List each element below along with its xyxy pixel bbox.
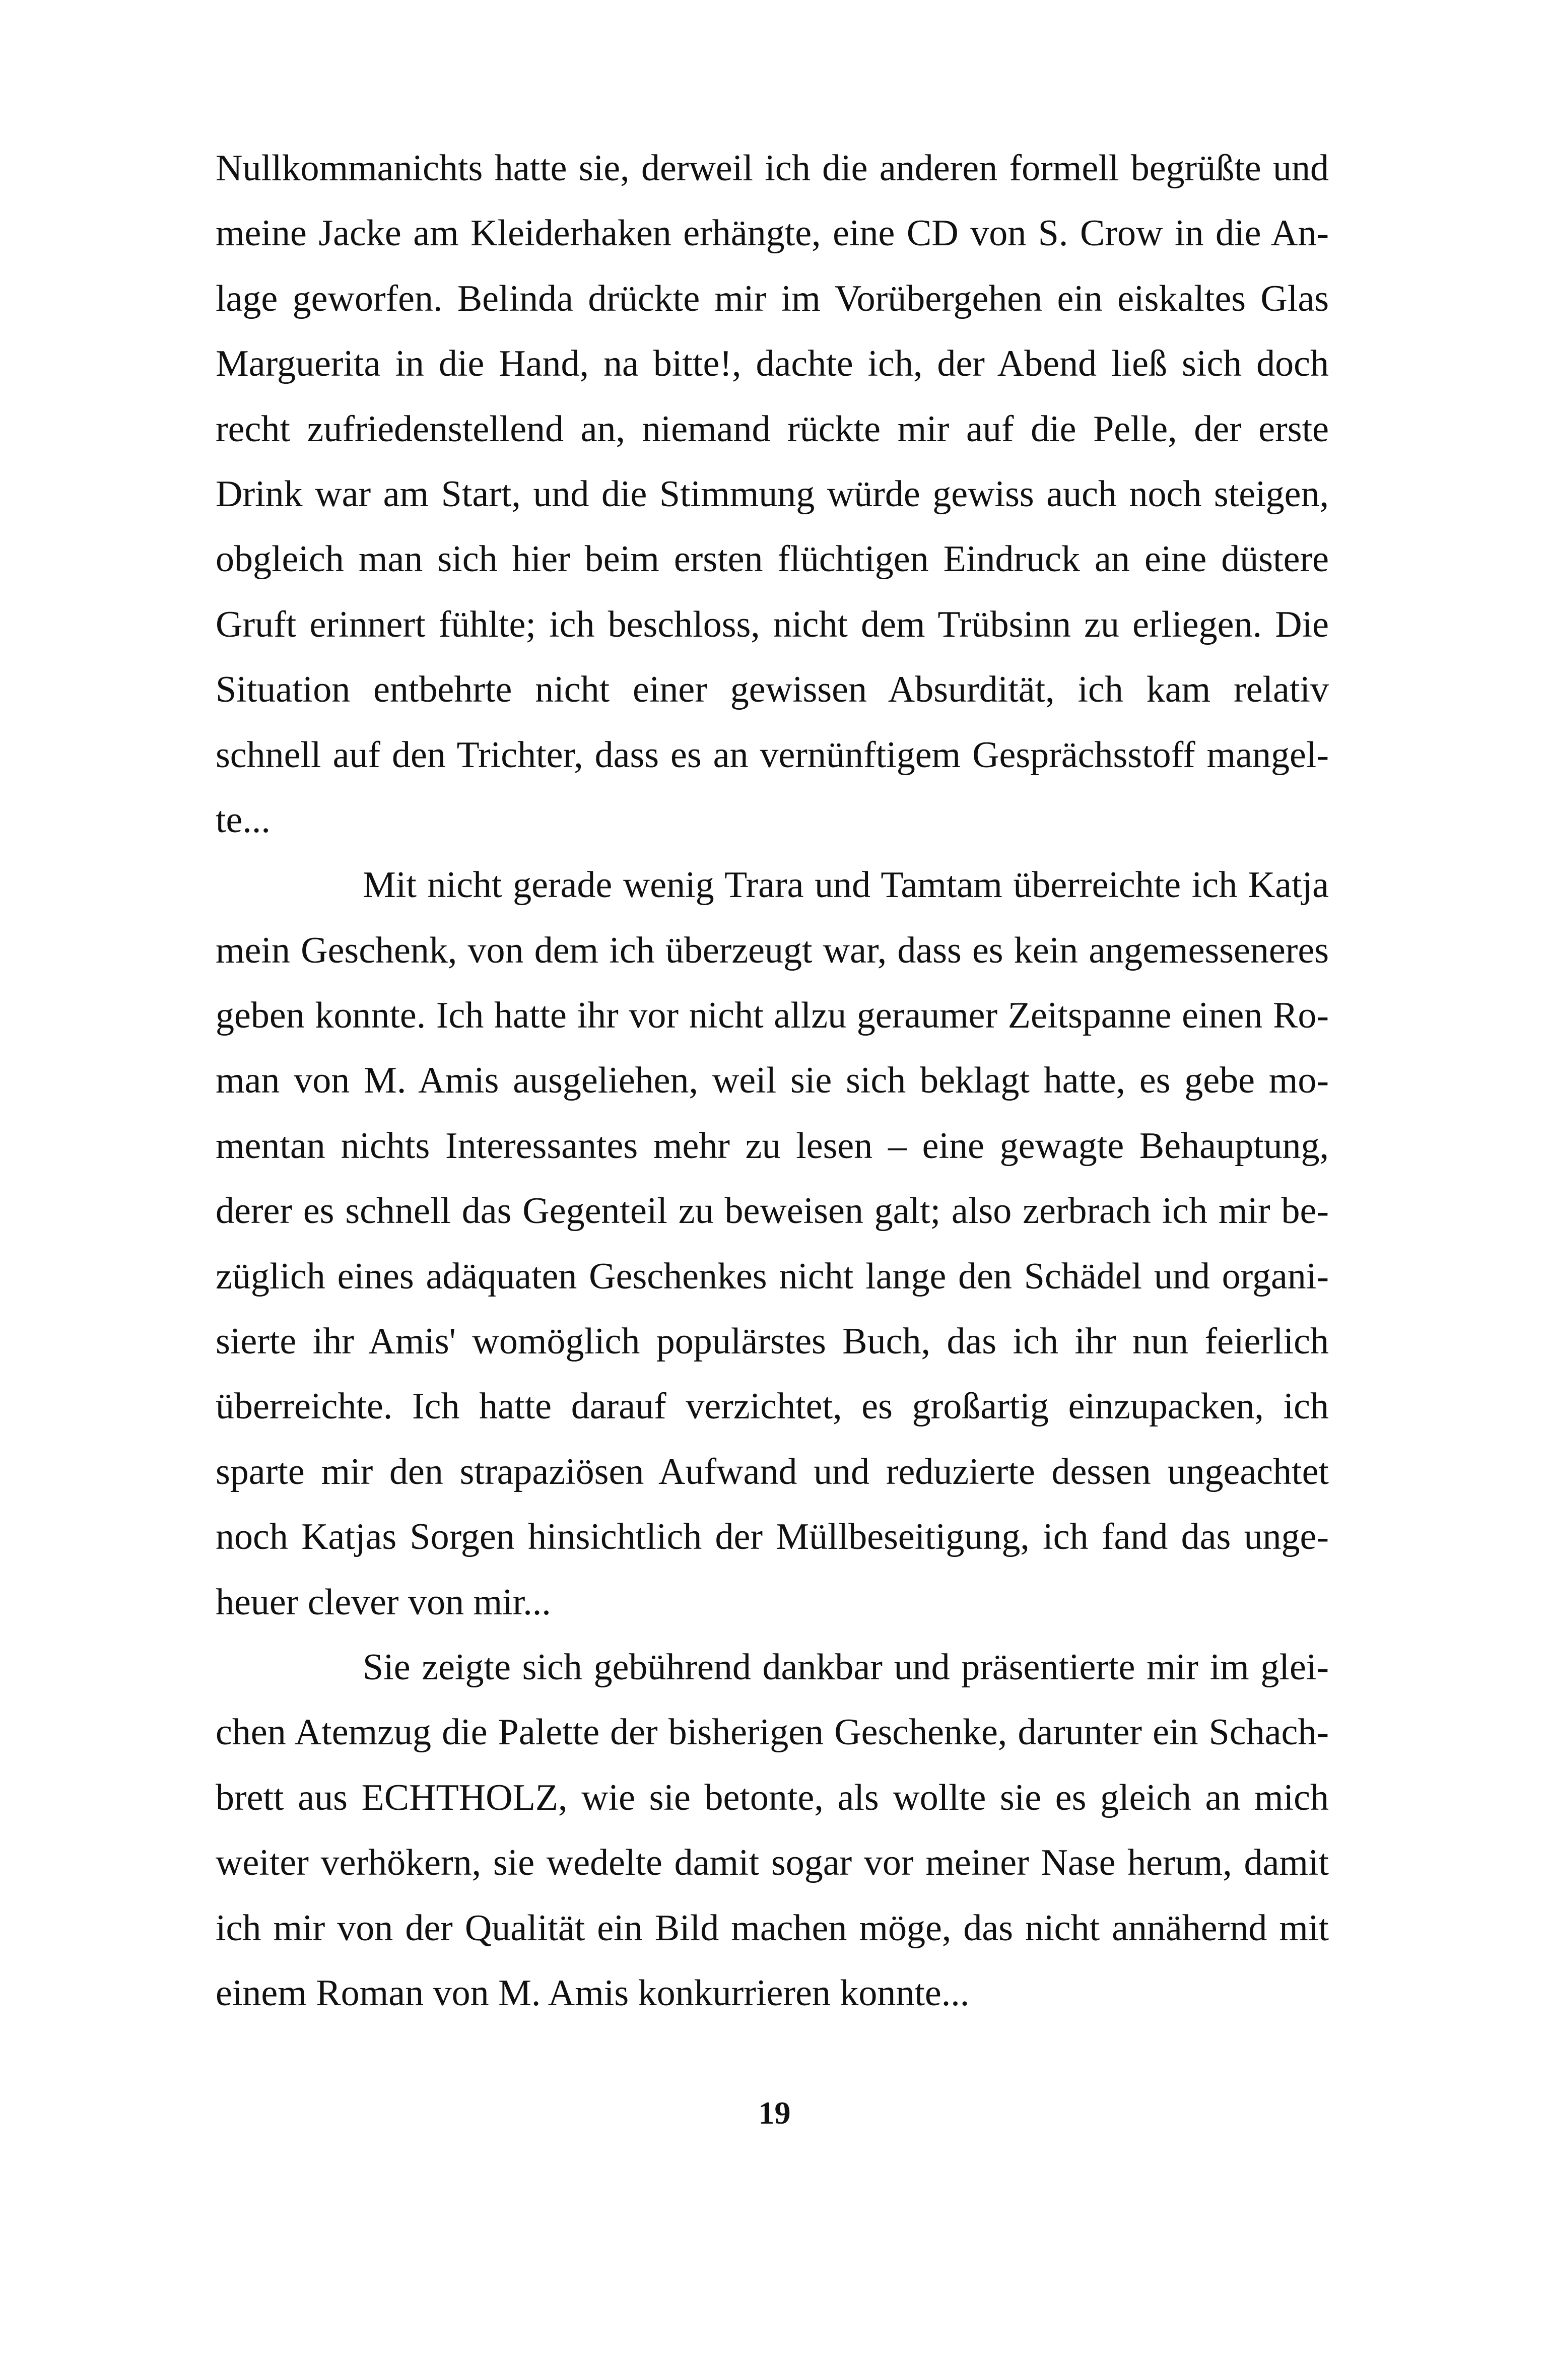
text-line: noch Katjas Sorgen hinsichtlich der Müllbeseitigung, ich fand das unge-	[216, 1516, 1329, 1558]
paragraph	[216, 1635, 1329, 2026]
text-line: Drink war am Start, und die Stimmung würde gewiss auch noch steigen,	[216, 473, 1329, 515]
text-line: züglich eines adäquaten Geschenkes nicht lange den Schädel und organi-	[216, 1255, 1329, 1297]
text-line: überreichte. Ich hatte darauf verzichtet, es großartig einzupacken, ich	[216, 1386, 1329, 1427]
text-line: Mit nicht gerade wenig Trara und Tamtam überreichte ich Katja	[363, 864, 1329, 906]
text-line: brett aus ECHTHOLZ, wie sie betonte, als wollte sie es gleich an mich	[216, 1777, 1329, 1818]
text-line: geben konnte. Ich hatte ihr vor nicht allzu geraumer Zeitspanne einen Ro-	[216, 995, 1329, 1037]
text-line: Gruft erinnert fühlte; ich beschloss, nicht dem Trübsinn zu erliegen. Die	[216, 603, 1329, 645]
text-line: ich mir von der Qualität ein Bild machen möge, das nicht annähernd mit	[216, 1907, 1329, 1949]
text-line: weiter verhökern, sie wedelte damit sogar vor meiner Nase herum, damit	[216, 1842, 1329, 1884]
text-line: derer es schnell das Gegenteil zu beweisen galt; also zerbrach ich mir be-	[216, 1190, 1329, 1232]
paragraph	[216, 136, 1329, 853]
text-line: Situation entbehrte nicht einer gewissen Absurdität, ich kam relativ	[216, 669, 1329, 711]
text-line: Marguerita in die Hand, na bitte!, dachte ich, der Abend ließ sich doch	[216, 343, 1329, 385]
text-line: sparte mir den strapaziösen Aufwand und reduzierte dessen ungeachtet	[216, 1451, 1329, 1492]
text-line: man von M. Amis ausgeliehen, weil sie sich beklagt hatte, es gebe mo-	[216, 1060, 1329, 1102]
text-line: meine Jacke am Kleiderhaken erhängte, eine CD von S. Crow in die An-	[216, 213, 1329, 254]
text-line: te...	[216, 799, 271, 841]
text-line: Sie zeigte sich gebührend dankbar und präsentierte mir im glei-	[363, 1646, 1329, 1688]
text-line: mentan nichts Interessantes mehr zu lesen – eine gewagte Behauptung,	[216, 1125, 1329, 1167]
text-line: recht zufriedenstellend an, niemand rückte mir auf die Pelle, der erste	[216, 408, 1329, 450]
text-line: sierte ihr Amis' womöglich populärstes Buch, das ich ihr nun feierlich	[216, 1321, 1329, 1363]
text-line: schnell auf den Trichter, dass es an vernünftigem Gesprächsstoff mangel-	[216, 734, 1329, 776]
paragraph	[216, 853, 1329, 1635]
body-text	[216, 136, 1329, 2026]
text-line: Nullkommanichts hatte sie, derweil ich die anderen formell begrüßte und	[216, 148, 1329, 189]
text-line: einem Roman von M. Amis konkurrieren konnte...	[216, 1972, 970, 2014]
text-line: heuer clever von mir...	[216, 1581, 551, 1623]
text-line: mein Geschenk, von dem ich überzeugt war, dass es kein angemesseneres	[216, 929, 1329, 971]
text-line: obgleich man sich hier beim ersten flüchtigen Eindruck an eine düstere	[216, 538, 1329, 580]
text-line: chen Atemzug die Palette der bisherigen Geschenke, darunter ein Schach-	[216, 1712, 1329, 1753]
page-number: 19	[758, 2095, 791, 2131]
text-line: lage geworfen. Belinda drückte mir im Vorübergehen ein eiskaltes Glas	[216, 278, 1329, 319]
